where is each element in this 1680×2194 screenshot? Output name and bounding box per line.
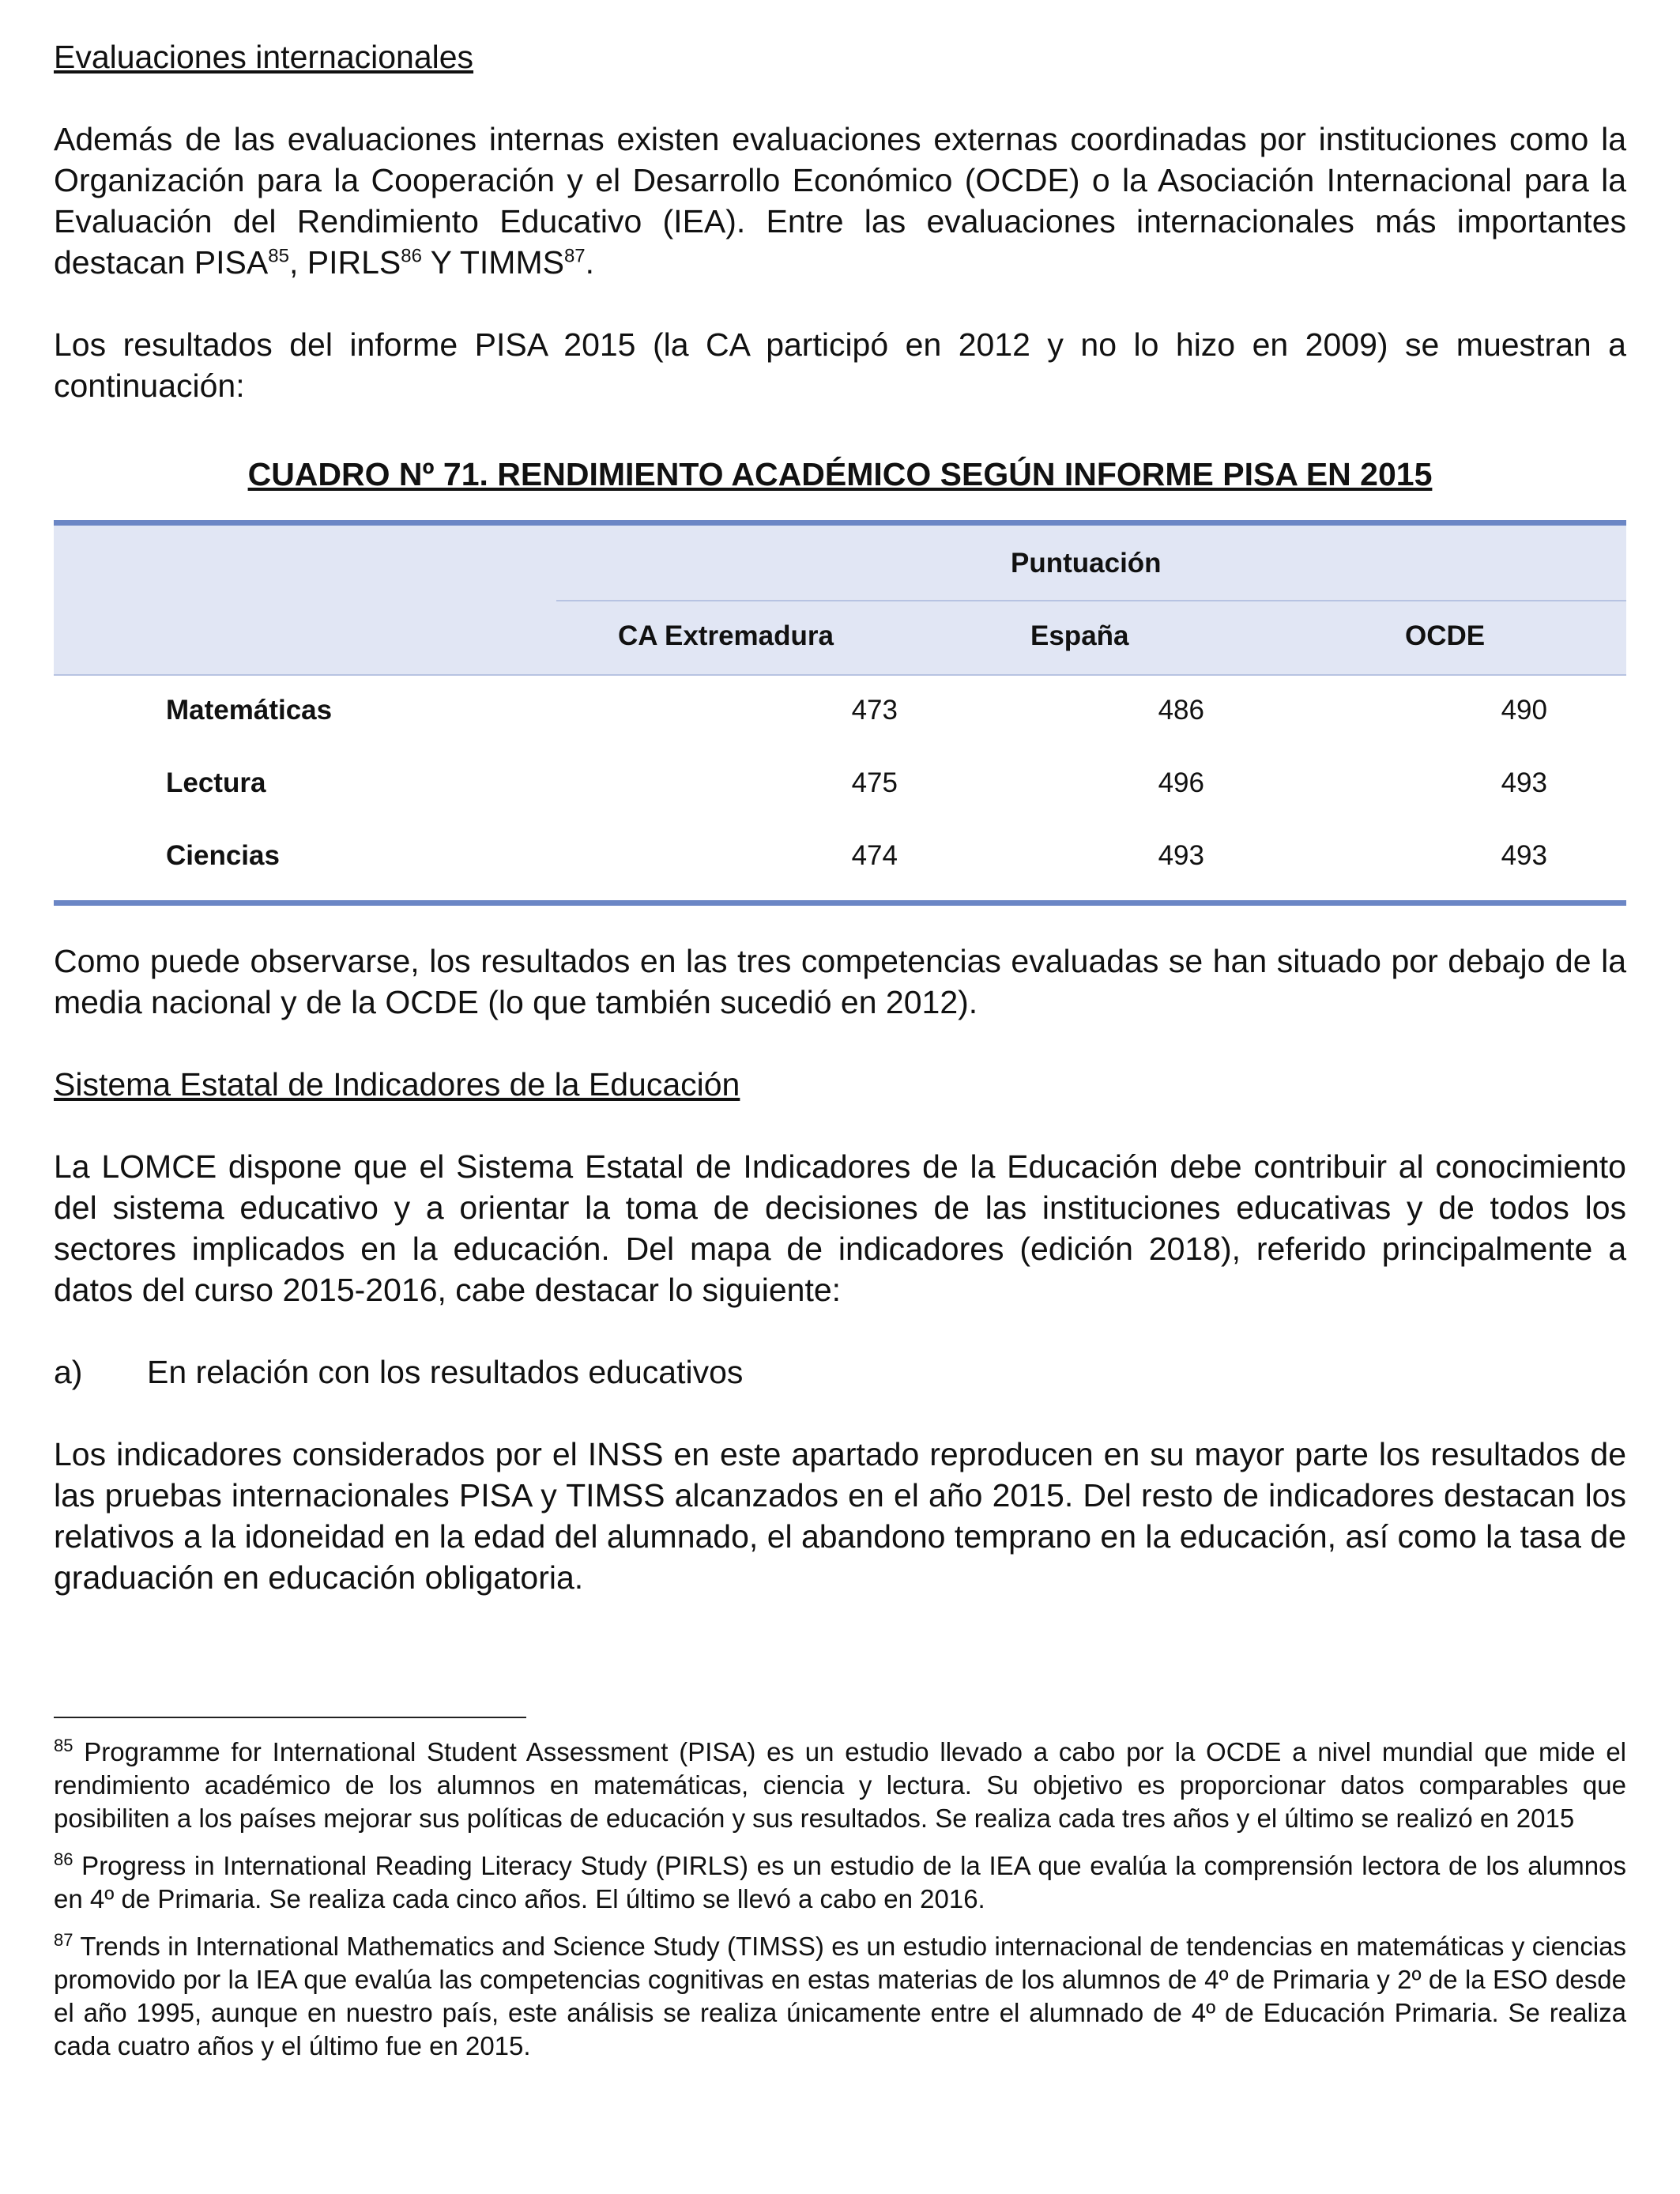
separator: Y: [421, 244, 460, 281]
header-espana: España: [1030, 620, 1129, 651]
cell-value: 493: [1501, 840, 1547, 871]
document-page: [54, 32, 1626, 2063]
paragraph-inss: Los indicadores considerados por el INSS en este apartado reproducen en su mayor parte los resultados de las pruebas internacionales PISA y TIMSS alcanzados en el año 2015. Del resto de indicadores destacan los relativos a la idoneidad en la edad del alumnado, el abandono temprano en la educación, así como la tasa de graduación en educación obligatoria.: [54, 1436, 1626, 1596]
section-heading-indicators: Sistema Estatal de Indicadores de la Educación: [54, 1066, 740, 1103]
pisa-table: [54, 520, 1626, 906]
header-puntuacion: Puntuación: [1011, 548, 1162, 579]
paragraph-observation: Como puede observarse, los resultados en las tres competencias evaluadas se han situado por debajo de la media nacional y de la OCDE (lo que también sucedió en 2012).: [54, 943, 1626, 1020]
paragraph-lomce: La LOMCE dispone que el Sistema Estatal de Indicadores de la Educación debe contribuir al conocimiento del sistema educativo y a orientar la toma de decisiones de las instituciones educativas y de todos los sectores implicados en la educación. Del mapa de indicadores (edición 2018), referido principalmente a datos del curso 2015-2016, cabe destacar lo siguiente:: [54, 1148, 1626, 1308]
paragraph-evaluations-text: Además de las evaluaciones internas existen evaluaciones externas coordinadas por instituciones como la Organización para la Cooperación y el Desarrollo Económico (OCDE) o la Asociación Internacional para la Evaluación del Rendimiento Educativo (IEA). Entre las evaluaciones internacionales más importantes destacan: [54, 121, 1626, 281]
footnote-text: Progress in International Reading Literacy Study (PIRLS) es un estudio de la IEA que evalúa la comprensión lectora de los alumnos en 4º de Primaria. Se realiza cada cinco años. El último se llevó a cabo en 2016.: [54, 1851, 1626, 1913]
cell-value: 490: [1501, 695, 1547, 726]
separator: ,: [288, 244, 307, 281]
table-header: [54, 526, 1626, 674]
footnote-85: [54, 1736, 1626, 1835]
footnote-text: Trends in International Mathematics and Science Study (TIMSS) es un estudio internacional de tendencias en matemáticas y ciencias promovido por la IEA que evalúa las competencias cognitivas en estas materias de los alumnos de 4º de Primaria y 2º de la ESO desde el año 1995, aunque en nuestro país, este análisis se realiza únicamente entre el alumnado de 4º de Educación Primaria. Se realiza cada cuatro años y el último fue en 2015.: [54, 1932, 1626, 2060]
pisa-term: PISA: [194, 244, 269, 281]
cell-value: 475: [851, 767, 898, 798]
table-top-rule: [54, 520, 1626, 526]
footnote-number: 85: [54, 1736, 73, 1755]
row-label-lectura: Lectura: [166, 767, 266, 798]
cell-value: 493: [1501, 767, 1547, 798]
header-divider: [556, 600, 1626, 601]
footnote-number: 86: [54, 1849, 73, 1869]
list-item: [54, 1351, 1626, 1393]
period: .: [585, 244, 595, 281]
paragraph-pisa-results: Los resultados del informe PISA 2015 (la CA participó en 2012 y no lo hizo en 2009) se muestran a continuación:: [54, 326, 1626, 404]
row-label-matematicas: Matemáticas: [166, 695, 333, 726]
footnote-87: [54, 1930, 1626, 2063]
cell-value: 496: [1158, 767, 1204, 798]
header-ocde: OCDE: [1405, 620, 1486, 651]
table-row: [54, 748, 1626, 821]
footnote-ref-87[interactable]: 87: [563, 245, 586, 267]
pirls-term: PIRLS: [307, 244, 401, 281]
footnote-number: 87: [54, 1930, 73, 1950]
header-ca-extremadura: CA Extremadura: [618, 620, 834, 651]
paragraph-evaluations: [54, 119, 1626, 283]
footnote-ref-86[interactable]: 86: [401, 245, 422, 267]
footnote-separator: [54, 1717, 526, 1718]
list-item-text: En relación con los resultados educativos: [147, 1354, 744, 1390]
section-heading-international: Evaluaciones internacionales: [54, 39, 474, 75]
table-row: [54, 676, 1626, 748]
cell-value: 493: [1158, 840, 1204, 871]
cell-value: 474: [851, 840, 898, 871]
footnotes: [54, 1736, 1626, 2063]
timms-term: TIMMS: [459, 244, 564, 281]
cell-value: 486: [1158, 695, 1204, 726]
list-marker: a): [54, 1354, 83, 1390]
table-title: CUADRO Nº 71. RENDIMIENTO ACADÉMICO SEGÚN INFORME PISA EN 2015: [247, 456, 1433, 492]
cell-value: 473: [851, 695, 898, 726]
footnote-ref-85[interactable]: 85: [268, 245, 289, 267]
footnote-86: [54, 1849, 1626, 1916]
footnote-text: Programme for International Student Assessment (PISA) es un estudio llevado a cabo por la OCDE a nivel mundial que mide el rendimiento académico de los alumnos en matemáticas, ciencia y lectura. Su objetivo es proporcionar datos comparables que posibiliten a los países mejorar sus políticas de educación y sus resultados. Se realiza cada tres años y el último se realizó en 2015: [54, 1737, 1626, 1833]
table-row: [54, 821, 1626, 894]
row-label-ciencias: Ciencias: [166, 840, 280, 871]
table-bottom-rule: [54, 900, 1626, 906]
